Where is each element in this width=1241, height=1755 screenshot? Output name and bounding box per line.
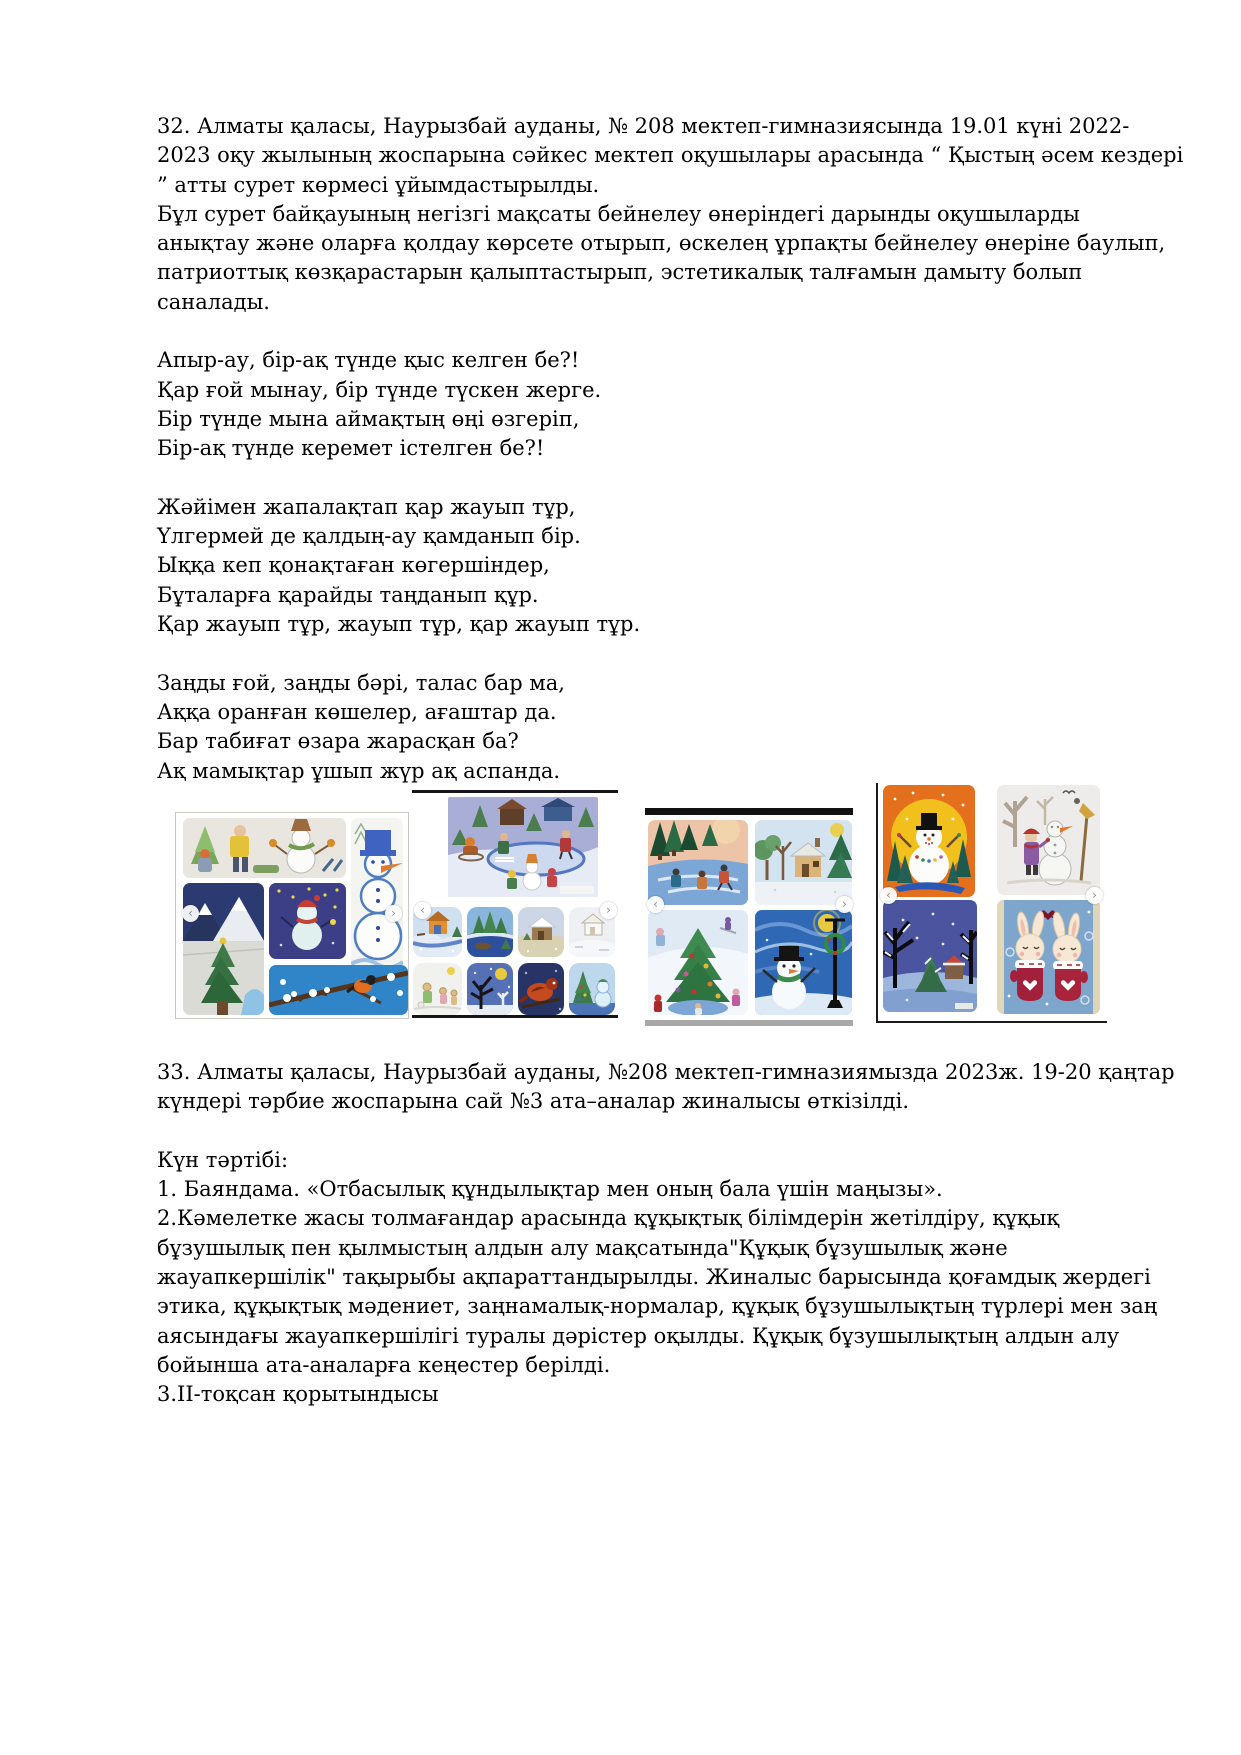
drawing-christmas-tree-children	[648, 910, 748, 1015]
text-line: Бір түнде мына аймақтың өңі өзгеріп,	[157, 406, 580, 431]
carousel-prev-icon: ‹	[414, 902, 431, 919]
text-line: ” атты сурет көрмесі ұйымдастырылды.	[157, 172, 600, 197]
agenda	[157, 1146, 1175, 1410]
divider-line	[412, 790, 618, 793]
divider-bar	[645, 808, 853, 815]
text-line: Қар жауып тұр, жауып тұр, қар жауып тұр.	[157, 612, 641, 637]
drawing-red-bird	[518, 963, 564, 1015]
drawing-ice-rink-children	[448, 797, 598, 897]
text-line: этика, құқықтық мәдениет, заңнамалық-нормалар, құқық бұзушылықтың түрлері мен заң	[157, 1294, 1158, 1319]
text-line: анықтау және оларға қолдау көрсете отырып, өскелең ұрпақты бейнелеу өнеріне баулып,	[157, 231, 1166, 256]
carousel-next-icon: ›	[385, 905, 402, 922]
text-line: Ақ мамықтар ұшып жүр ақ аспанда.	[157, 758, 561, 783]
drawing-van-gogh-snowman	[755, 910, 852, 1015]
text-line: 32. Алматы қаласы, Наурызбай ауданы, № 208 мектеп-гимназиясында 19.01 күні 2022-	[157, 114, 1130, 138]
drawing-night-snowman	[269, 883, 346, 959]
carousel-next-icon: ›	[600, 902, 617, 919]
drawing-night-village	[883, 900, 977, 1012]
collage-2	[412, 790, 618, 1018]
text-line: жауапкершілік" тақырыбы ақпараттандырылды. Жиналыс барысында қоғамдық жердегі	[157, 1265, 1151, 1290]
drawing-hut-in-field	[518, 907, 564, 957]
carousel-next-icon: ›	[836, 896, 853, 913]
drawing-pencil-girl-snowman	[997, 785, 1100, 895]
text-line: аясындағы жауапкершілігі туралы дәрістер оқылды. Құқық бұзушылықтың алдын алу	[157, 1323, 1120, 1348]
carousel-prev-icon: ‹	[182, 905, 199, 922]
drawing-winter-house	[755, 820, 852, 905]
agenda-heading: Күн тәртібі:	[157, 1147, 289, 1172]
paragraph-33	[157, 1058, 1175, 1117]
text-line: 33. Алматы қаласы, Наурызбай ауданы, №208 мектеп-гимназиямызда 2023ж. 19-20 қаңтар	[157, 1060, 1175, 1084]
carousel-prev-icon: ‹	[647, 896, 664, 913]
text-line: Үлгермей де қалдың-ау қамданып бір.	[157, 524, 581, 549]
drawing-rabbits-in-mittens	[997, 900, 1100, 1014]
poem-stanza-1	[157, 346, 1183, 463]
divider-bar	[645, 1020, 853, 1026]
text-line: Заңды ғой, заңды бәрі, талас бар ма,	[157, 670, 565, 695]
text-line: Аққа оранған көшелер, ағаштар да.	[157, 699, 557, 724]
drawing-blue-lake-firs	[467, 907, 513, 957]
text-line: Апыр-ау, бір-ақ түнде қыс келген бе?!	[157, 348, 580, 373]
report-text-lower	[157, 1058, 1175, 1410]
report-text-upper	[157, 112, 1183, 786]
collage-3	[645, 808, 855, 1026]
divider-line	[876, 783, 878, 1021]
text-line: 2.Кәмелетке жасы толмағандар арасында құқықтық білімдерін жетілдіру, құқық	[157, 1206, 1060, 1231]
text-line: Жәйімен жапалақтап қар жауып тұр,	[157, 494, 576, 519]
text-line: Бар табиғат өзара жарасқан ба?	[157, 729, 519, 754]
winter-drawings-gallery	[175, 783, 1107, 1039]
text-line: патриоттық көзқарастарын қалыптастырып, эстетикалық талғамын дамыту болып	[157, 260, 1083, 285]
text-line: күндері тәрбие жоспарына сай №3 ата–аналар жиналысы өткізілді.	[157, 1089, 910, 1114]
drawing-skaters-among-firs	[648, 820, 748, 905]
drawing-fir-blue-snowman	[569, 963, 615, 1015]
drawing-snowman-orange-sky	[883, 785, 975, 897]
drawing-mountains-and-fir	[183, 883, 264, 1015]
paragraph-32	[157, 112, 1183, 317]
text-line: саналады.	[157, 289, 270, 314]
collage-4	[876, 783, 1107, 1023]
poem-stanza-3	[157, 669, 1183, 786]
divider-line	[412, 1015, 618, 1018]
collage-1	[175, 812, 409, 1019]
text-line: 1. Баяндама. «Отбасылық құндылықтар мен оның бала үшін маңызы».	[157, 1177, 943, 1202]
carousel-prev-icon: ‹	[880, 887, 897, 904]
poem-stanza-2	[157, 493, 1183, 639]
text-line: Бір-ақ түнде керемет істелген бе?!	[157, 436, 545, 461]
text-line: Қар ғой мынау, бір түнде түскен жерге.	[157, 377, 602, 402]
text-line: 3.II-тоқсан қорытындысы	[157, 1382, 439, 1407]
text-line: Бұл сурет байқауының негізгі мақсаты бейнелеу өнеріндегі дарынды оқушыларды	[157, 201, 1080, 226]
drawing-kids-and-snowman	[183, 818, 346, 878]
text-line: Ыққа кеп қонақтаған көгершіндер,	[157, 553, 550, 578]
drawing-crayon-snowman	[351, 818, 403, 970]
text-line: Бұталарға қарайды таңданып құр.	[157, 582, 539, 607]
text-line: 2023 оқу жылының жоспарына сәйкес мектеп оқушылары арасында “ Қыстың әсем кездері	[157, 143, 1184, 168]
drawing-bare-tree-moon	[467, 963, 513, 1015]
agenda-items	[157, 1175, 1175, 1409]
drawing-bullfinch-on-branch	[269, 965, 408, 1015]
drawing-playing-kids-pale	[413, 963, 462, 1015]
text-line: бойынша ата-аналарға кеңестер берілді.	[157, 1352, 611, 1377]
carousel-next-icon: ›	[1086, 887, 1103, 904]
text-line: бұзушылық пен қылмыстың алдын алу мақсатында"Құқық бұзушылық және	[157, 1235, 1008, 1260]
